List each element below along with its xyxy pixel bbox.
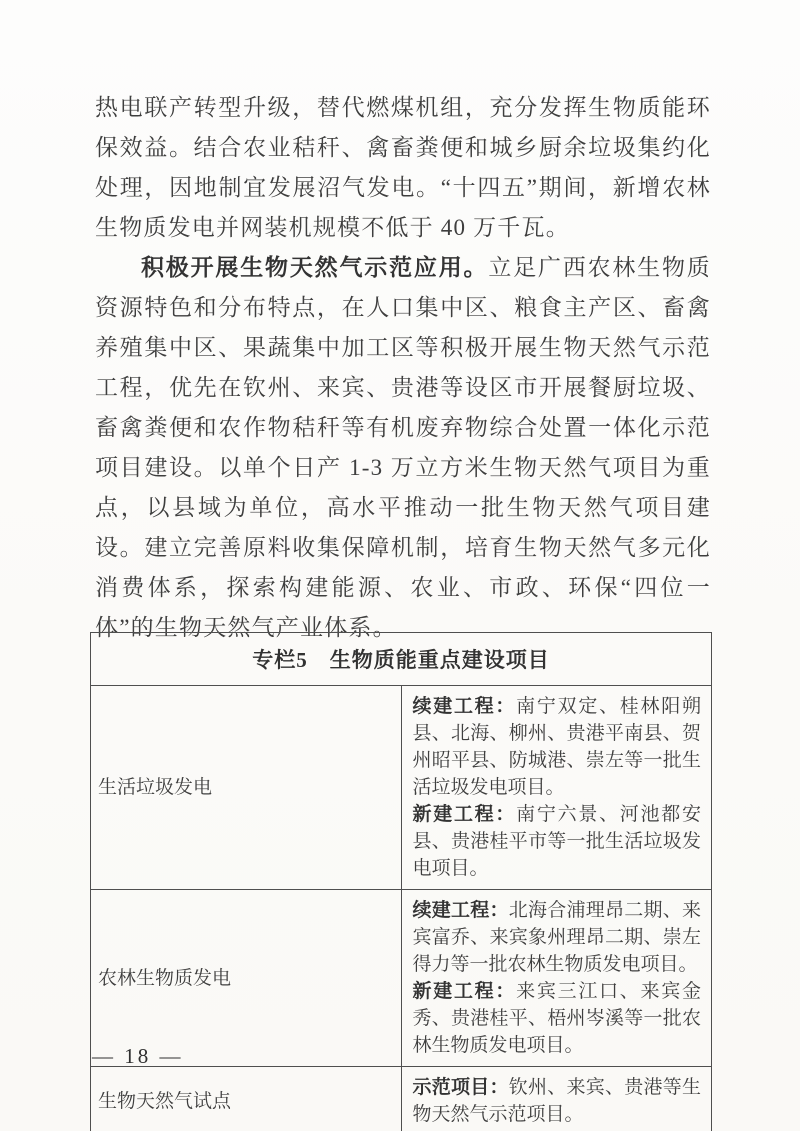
table-header-row [91, 633, 712, 686]
item-lead: 新建工程： [412, 804, 517, 825]
item-text: 钦州、来宾、贵港等生物天然气示范项目。 [412, 1077, 701, 1125]
row-content [401, 686, 712, 890]
body-text [95, 88, 711, 648]
paragraph-continuation [95, 88, 711, 248]
table-row-waste-power [91, 686, 712, 890]
paragraph-bio-gas [95, 248, 711, 648]
table-row-agroforestry-biomass [91, 890, 712, 1067]
paragraph-bold-lead: 积极开展生物天然气示范应用。 [141, 255, 489, 280]
paragraph-text: 立足广西农林生物质资源特色和分布特点，在人口集中区、粮食主产区、畜禽养殖集中区、果蔬集中加工区等积极开展生物天然气示范工程，优先在钦州、来宾、贵港等设区市开展餐厨垃圾、畜禽粪便和农作物秸秆等有机废弃物综合处置一体化示范项目建设。以单个日产 1-3 万立方米生物天然气项目为重点，以县域为单位，高水平推动一批生物天然气项目建设。建立完善原料收集保障机制，培育生物天然气多元化消费体系，探索构建能源、农业、市政、环保“四位一体”的生物天然气产业体系。 [95, 255, 711, 640]
row-label: 农林生物质发电 [91, 890, 402, 1067]
item-text: 南宁六景、河池都安县、贵港桂平市等一批生活垃圾发电项目。 [412, 804, 701, 879]
project-item [413, 1074, 702, 1128]
item-lead: 示范项目： [412, 1077, 509, 1098]
project-item [413, 801, 702, 882]
row-content [401, 890, 712, 1067]
row-label: 生物天然气试点 [91, 1067, 402, 1131]
project-item [413, 978, 702, 1059]
item-lead: 续建工程： [412, 696, 517, 717]
item-lead: 续建工程： [412, 900, 509, 921]
table-title: 专栏5 生物质能重点建设项目 [91, 633, 712, 686]
row-content [401, 1067, 712, 1131]
paragraph-text: 热电联产转型升级，替代燃煤机组，充分发挥生物质能环保效益。结合农业秸秆、禽畜粪便和城乡厨余垃圾集约化处理，因地制宜发展沼气发电。“十四五”期间，新增农林生物质发电并网装机规模不低于 40 万千瓦。 [95, 95, 711, 240]
item-text: 北海合浦理昂二期、来宾富乔、来宾象州理昂二期、崇左得力等一批农林生物质发电项目。 [412, 900, 701, 975]
item-text: 来宾三江口、来宾金秀、贵港桂平、梧州岑溪等一批农林生物质发电项目。 [412, 981, 701, 1056]
project-item [413, 897, 702, 978]
table-row-bio-gas-pilot [91, 1067, 712, 1131]
project-item [413, 693, 702, 801]
row-label: 生活垃圾发电 [91, 686, 402, 890]
page-number: — 18 — [92, 1044, 184, 1068]
item-text: 南宁双定、桂林阳朔县、北海、柳州、贵港平南县、贺州昭平县、防城港、崇左等一批生活垃圾发电项目。 [412, 696, 701, 798]
item-lead: 新建工程： [412, 981, 517, 1002]
